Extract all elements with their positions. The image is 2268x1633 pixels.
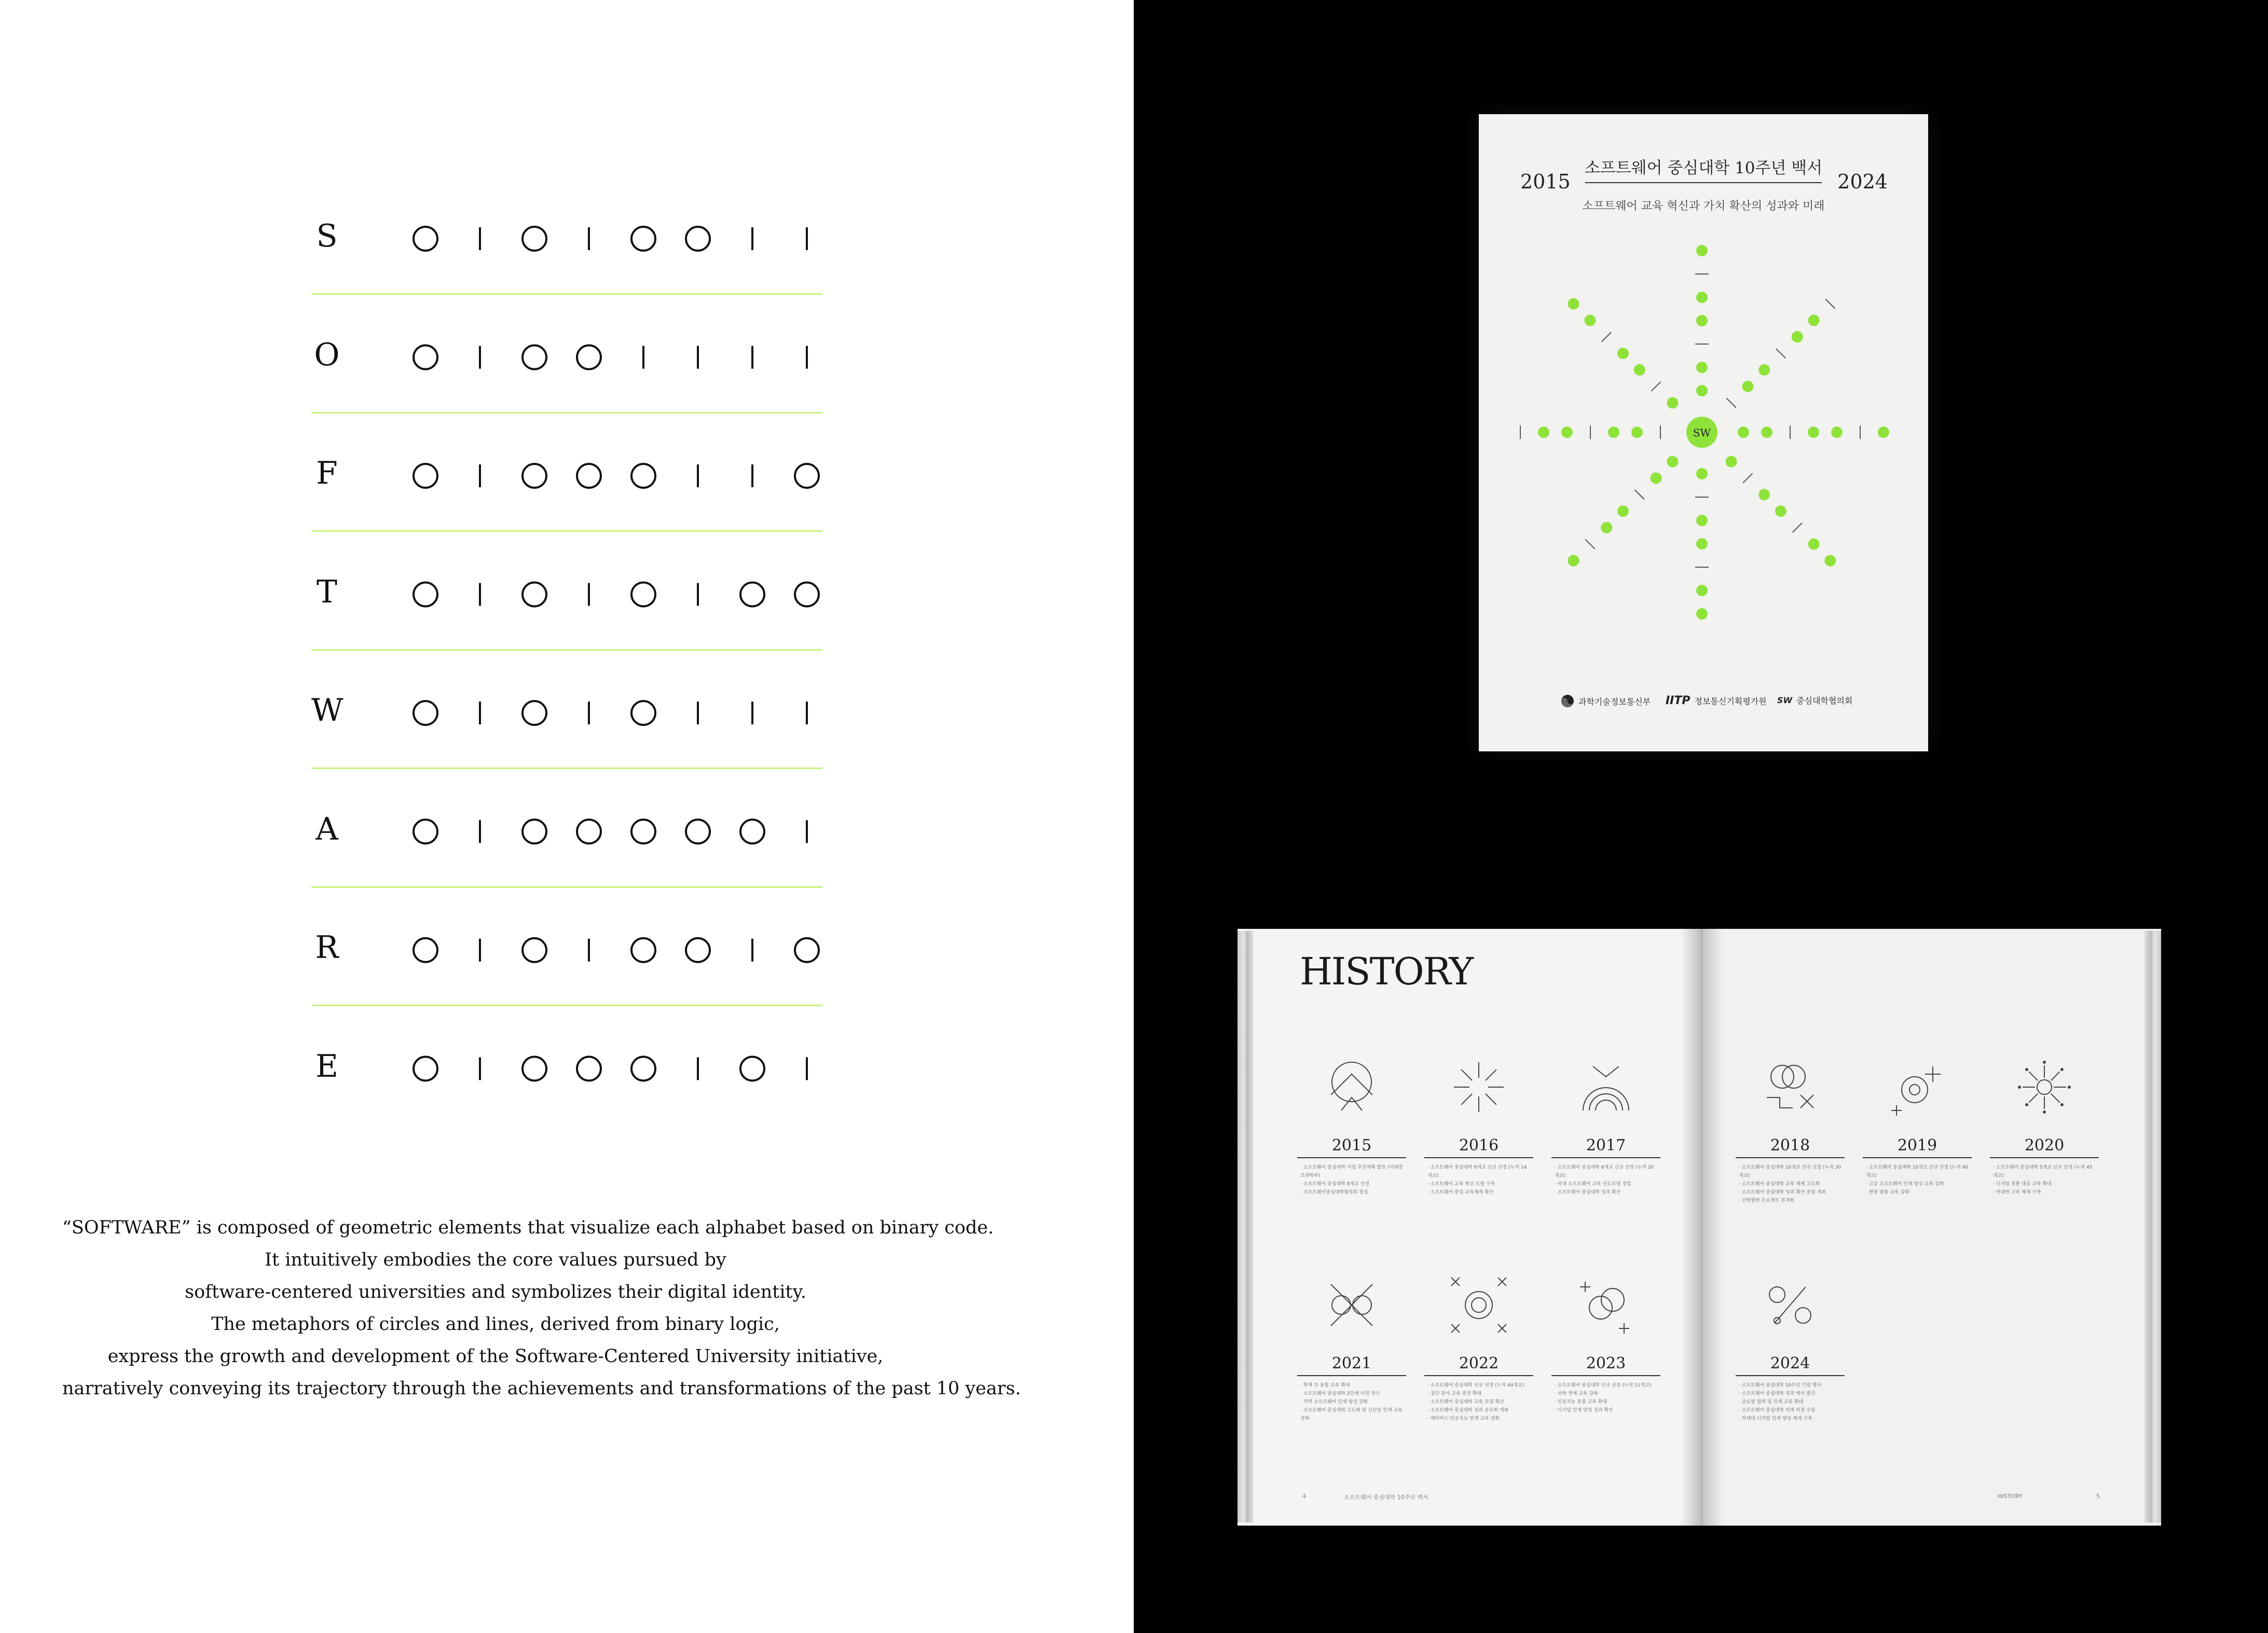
timeline-bullet: · 고급 소프트웨어 인재 양성 교육 강화 (1866, 1182, 1944, 1187)
binary-letter: O (314, 336, 340, 373)
timeline-bullets (1555, 1381, 1658, 1415)
timeline-year-rule (1424, 1375, 1533, 1376)
timeline-entry (1551, 1271, 1660, 1443)
timeline-year: 2020 (2024, 1136, 2065, 1155)
timeline-year-rule (1551, 1375, 1660, 1376)
timeline-bullet: · 비대면 교육 체계 구축 (1993, 1190, 2041, 1195)
cover-dot (1824, 555, 1836, 566)
timeline-bullets (1427, 1163, 1531, 1197)
timeline-year-rule (1297, 1157, 1406, 1158)
timeline-entry (1297, 1053, 1406, 1225)
cover-dot (1738, 427, 1749, 438)
timeline-bullet: · 학제 간 융합 교육 확대 (1300, 1383, 1350, 1388)
timeline-bullets (1739, 1381, 1843, 1423)
bit-zero-circle (631, 701, 655, 725)
binary-letter: R (315, 929, 339, 966)
timeline-bullet: · 국내 소프트웨어 교육 선도모델 정립 (1555, 1182, 1631, 1187)
bit-zero-circle (686, 227, 710, 251)
timeline-bullet: · 소프트웨어 중심대학 성과 공유회 개최 (1427, 1408, 1509, 1413)
logo-sw-council-text: 중심대학협의회 (1796, 696, 1853, 706)
timeline-bullet: · 소프트웨어 중심대학 성과 확산 (1555, 1190, 1621, 1195)
binary-letter: E (315, 1048, 338, 1085)
cover-dot (1696, 515, 1708, 526)
cover-dot (1878, 427, 1889, 438)
cover-dot (1608, 427, 1619, 438)
timeline-year-rule (1990, 1157, 2099, 1158)
timeline-bullet: · 소프트웨어 중심대학 6개교 신규 선정 (누적 14개교) (1427, 1165, 1527, 1178)
bit-zero-circle (740, 583, 764, 607)
timeline-bullet: · 소프트웨어 중심대학 6개교 신규 선정 (누적 20개교) (1555, 1165, 1654, 1178)
timeline-year-rule (1551, 1157, 1660, 1158)
timeline-bullets (1300, 1163, 1404, 1197)
timeline-bullet: · 산학 연계 교육 강화 (1555, 1391, 1598, 1396)
timeline-bullet: · 글로벌 협력 및 국제 교류 확대 (1739, 1399, 1804, 1405)
footer-page-number-left: 4 (1302, 1493, 1306, 1500)
cover-dot (1617, 348, 1629, 359)
crossed-circles-icon (1318, 1271, 1385, 1339)
timeline-bullet: · 소프트웨어 중심대학 8개교 선정 (1300, 1182, 1370, 1187)
bit-zero-circle (631, 1057, 655, 1081)
book-gutter (1681, 929, 1723, 1526)
logo-msit-text: 과학기술정보통신부 (1578, 696, 1651, 707)
cover-dash (1585, 539, 1595, 548)
cover-dot (1808, 314, 1820, 326)
description (62, 1212, 1021, 1405)
bit-zero-circle (414, 346, 437, 369)
timeline-year: 2024 (1770, 1354, 1810, 1373)
description-line: narratively conveying its trajectory through the achievements and transformations of the past 10 years. (62, 1378, 1021, 1399)
timeline-bullets (1739, 1163, 1843, 1205)
circles-steps-icon (1756, 1053, 1824, 1121)
cover-dot (1761, 427, 1772, 438)
cover-dash (1825, 299, 1835, 308)
timeline-bullet: · 소프트웨어 중심대학 10개교 신규 선정 (누적 40개교) (1866, 1165, 1969, 1178)
timeline-bullet: · 소프트웨어중심대학협의회 결성 (1300, 1190, 1368, 1195)
timeline-year: 2015 (1331, 1136, 1372, 1155)
history-heading: HISTORY (1300, 950, 1473, 993)
bit-zero-circle (523, 701, 546, 725)
timeline-year: 2018 (1770, 1136, 1810, 1155)
timeline-year: 2022 (1459, 1354, 1499, 1373)
cover-dash (1651, 381, 1660, 391)
footer-page-number-right: 5 (2096, 1493, 2100, 1500)
bit-zero-circle (414, 1057, 437, 1081)
description-line: express the growth and development of the Software-Centered University initiative, (107, 1346, 884, 1367)
cover-dash (1793, 523, 1802, 532)
binary-letter: F (316, 455, 338, 491)
bit-zero-circle (795, 938, 819, 962)
binary-glyphs (0, 0, 1134, 1142)
timeline-bullet: · 소프트웨어 교육 혁신 모델 구축 (1427, 1182, 1495, 1187)
timeline-bullets (1555, 1163, 1658, 1197)
bit-zero-circle (523, 938, 546, 962)
bit-zero-circle (740, 1057, 764, 1081)
bit-zero-circle (795, 583, 819, 607)
cover-dot (1696, 585, 1708, 596)
cover-dot (1696, 468, 1708, 479)
timeline-year: 2019 (1897, 1136, 1937, 1155)
book-edge-left (1238, 931, 1253, 1522)
cover-dot (1634, 364, 1645, 376)
logo-iitp-text: 정보통신기획평가원 (1694, 696, 1767, 706)
timeline-year-rule (1736, 1157, 1845, 1158)
concentric-x-icon (1445, 1271, 1513, 1339)
target-plus-icon (1884, 1053, 1951, 1121)
bit-zero-circle (686, 938, 710, 962)
timeline-bullet: · 메타버스·인공지능 연계 교육 강화 (1427, 1416, 1500, 1421)
timeline-bullet: · 지역 소프트웨어 인재 양성 강화 (1300, 1399, 1368, 1405)
logo-iitp (1666, 694, 1767, 707)
overlap-plus-icon (1572, 1271, 1640, 1339)
cover-dash (1635, 490, 1644, 499)
cover-dot (1667, 397, 1678, 408)
cover-dash (1726, 398, 1736, 407)
bit-zero-circle (414, 464, 437, 488)
footer-title-left: 소프트웨어 중심대학 10주년 백서 (1344, 1494, 1428, 1501)
timeline-bullet: · 소프트웨어 중심대학 미래 비전 수립 (1739, 1408, 1816, 1413)
cover-dot (1568, 555, 1579, 566)
timeline-bullet: · 차세대 디지털 인재 양성 체계 구축 (1739, 1416, 1812, 1421)
bit-zero-circle (414, 227, 437, 251)
bit-zero-circle (523, 1057, 546, 1081)
timeline-entry (1551, 1053, 1660, 1225)
taegeuk-icon (1561, 694, 1574, 708)
timeline-bullet: · 소프트웨어 중심 교육체계 확산 (1427, 1190, 1494, 1195)
logo-msit (1561, 694, 1651, 708)
bit-zero-circle (631, 464, 655, 488)
timeline-year: 2023 (1586, 1354, 1626, 1373)
cover-dot (1808, 427, 1819, 438)
bit-zero-circle (577, 464, 601, 488)
timeline-bullet: · 소프트웨어 중심대학 성과 백서 발간 (1739, 1391, 1816, 1396)
timeline-year: 2021 (1331, 1354, 1372, 1373)
cover-dot (1696, 315, 1708, 326)
timeline-entry (1297, 1271, 1406, 1443)
bit-zero-circle (686, 820, 710, 844)
cover-year-start: 2015 (1520, 170, 1571, 193)
book-edge-right (2145, 931, 2161, 1522)
timeline-bullet: · 소프트웨어 중심대학 5개교 신규 선정 (누적 45개교) (1993, 1165, 2093, 1178)
timeline-year-rule (1424, 1157, 1533, 1158)
timeline-entry (1736, 1271, 1845, 1443)
bit-zero-circle (523, 583, 546, 607)
timeline-bullets (1427, 1381, 1531, 1423)
cover-dot (1696, 608, 1708, 620)
timeline-bullet: · 소프트웨어 중심대학 사업 추진계획 발표 (미래창조과학부) (1300, 1165, 1403, 1178)
rings-icon (1572, 1053, 1640, 1121)
cover-center-label: SW (1693, 427, 1711, 439)
cover-dot (1696, 538, 1708, 550)
cover-dash (1776, 349, 1785, 358)
cover-dot (1651, 472, 1662, 484)
bit-zero-circle (414, 701, 437, 725)
bit-zero-circle (523, 346, 546, 369)
cover-title: 소프트웨어 중심대학 10주년 백서 (1584, 159, 1823, 177)
timeline-entry (1424, 1053, 1533, 1225)
iitp-icon: IITP (1666, 694, 1690, 707)
timeline-bullet: · 디지털 전환 대응 교육 확대 (1993, 1182, 2052, 1187)
radial-dots-icon (2011, 1053, 2078, 1121)
cover-subtitle: 소프트웨어 교육 혁신과 가치 확산의 성과와 미래 (1582, 200, 1825, 213)
cover-dot (1742, 381, 1753, 392)
timeline-bullet: · 첨단 분야 교육 과정 확대 (1427, 1391, 1482, 1396)
burst-icon (1445, 1053, 1513, 1121)
bit-zero-circle (414, 938, 437, 962)
timeline-bullet: · 인공지능 융합 교육 확대 (1555, 1399, 1607, 1405)
bit-zero-circle (631, 227, 655, 251)
timeline-bullet: · 소프트웨어 중심대학 교육 모델 확산 (1427, 1399, 1504, 1405)
cover-dot (1696, 245, 1708, 256)
cover-year-end: 2024 (1837, 170, 1888, 193)
bit-zero-circle (631, 820, 655, 844)
cover-dot (1726, 456, 1737, 468)
circle-slash-icon (1756, 1271, 1824, 1339)
bit-zero-circle (631, 938, 655, 962)
timeline-year: 2017 (1586, 1136, 1626, 1155)
cover-dot (1696, 362, 1708, 373)
open-book (1238, 924, 2161, 1531)
timeline-year-rule (1297, 1375, 1406, 1376)
logo-sw-council (1777, 694, 1852, 706)
cover-dot (1584, 314, 1596, 326)
cover-dash (1602, 332, 1611, 341)
timeline-entry (1424, 1271, 1533, 1443)
sw-council-icon: SW (1777, 695, 1793, 705)
cover-dash (1743, 473, 1752, 483)
timeline-bullet: · 산학협력 프로젝트 본격화 (1739, 1198, 1795, 1203)
timeline-bullet: · 소프트웨어 중심대학 고도화 및 신산업 인재 교육 강화 (1300, 1408, 1403, 1421)
bit-zero-circle (523, 820, 546, 844)
bit-zero-circle (523, 464, 546, 488)
cover-dot (1631, 427, 1643, 438)
arches-icon (1318, 1053, 1385, 1121)
description-line: The metaphors of circles and lines, derived from binary logic, (211, 1314, 780, 1335)
cover-dot (1758, 489, 1770, 500)
binary-letter: W (311, 692, 343, 729)
cover-dot (1758, 364, 1770, 376)
cover-dot (1667, 456, 1678, 468)
bit-zero-circle (577, 820, 601, 844)
cover-logos (1479, 694, 1928, 715)
cover-dot (1831, 427, 1843, 438)
timeline-bullet: · 소프트웨어 중심대학 10주년 기념 행사 (1739, 1383, 1822, 1388)
cover-dot (1561, 427, 1573, 438)
binary-letter: T (316, 573, 338, 610)
timeline-year-rule (1863, 1157, 1972, 1158)
timeline-entry (1736, 1053, 1845, 1225)
timeline-entry (1863, 1053, 1972, 1225)
cover-burst-graphic (1479, 114, 1928, 751)
timeline-bullets (1300, 1381, 1404, 1423)
cover-dot (1538, 427, 1549, 438)
cover-dot (1568, 298, 1579, 310)
timeline-bullet: · 소프트웨어 중심대학 2단계 사업 착수 (1300, 1391, 1380, 1396)
cover-dot (1617, 505, 1629, 517)
bit-zero-circle (740, 820, 764, 844)
bit-zero-circle (577, 346, 601, 369)
timeline-bullet: · 디지털 인재 양성 성과 확산 (1555, 1408, 1613, 1413)
bit-zero-circle (414, 820, 437, 844)
cover-dot (1808, 539, 1820, 550)
timeline-bullet: · 소프트웨어 중심대학 성과 확산 포럼 개최 (1739, 1190, 1826, 1195)
timeline-bullet: · 소프트웨어 중심대학 신규 선정 (누적 44개교) (1427, 1383, 1524, 1388)
timeline-entry (1990, 1053, 2099, 1225)
timeline-bullet: · 소프트웨어 중심대학 교육 체계 고도화 (1739, 1182, 1820, 1187)
description-line: “SOFTWARE” is composed of geometric elements that visualize each alphabet based on binary code. (62, 1217, 994, 1238)
cover-dot (1601, 522, 1612, 533)
timeline-bullets (1866, 1163, 1970, 1197)
bit-zero-circle (523, 227, 546, 251)
timeline-year: 2016 (1459, 1136, 1499, 1155)
timeline-bullets (1993, 1163, 2097, 1197)
description-line: software-centered universities and symbolizes their digital identity. (185, 1282, 806, 1302)
timeline-year-rule (1736, 1375, 1845, 1376)
timeline-bullet: · 현장 맞춤 교육 강화 (1866, 1190, 1909, 1195)
timeline-bullet: · 소프트웨어 중심대학 10개교 신규 선정 (누적 30개교) (1739, 1165, 1841, 1178)
description-line: It intuitively embodies the core values pursued by (265, 1250, 726, 1270)
cover-dot (1775, 505, 1786, 517)
cover-dot (1696, 385, 1708, 396)
binary-letter: S (316, 218, 338, 254)
cover-dot (1696, 292, 1708, 303)
timeline-bullet: · 소프트웨어 중심대학 신규 선정 (누적 51개교) (1555, 1383, 1652, 1388)
footer-title-right: HISTORY (1998, 1493, 2023, 1500)
book-cover (1479, 114, 1928, 751)
bit-zero-circle (631, 583, 655, 607)
bit-zero-circle (414, 583, 437, 607)
bit-zero-circle (795, 464, 819, 488)
cover-dot (1792, 331, 1803, 342)
binary-letter: A (315, 811, 338, 847)
bit-zero-circle (577, 1057, 601, 1081)
